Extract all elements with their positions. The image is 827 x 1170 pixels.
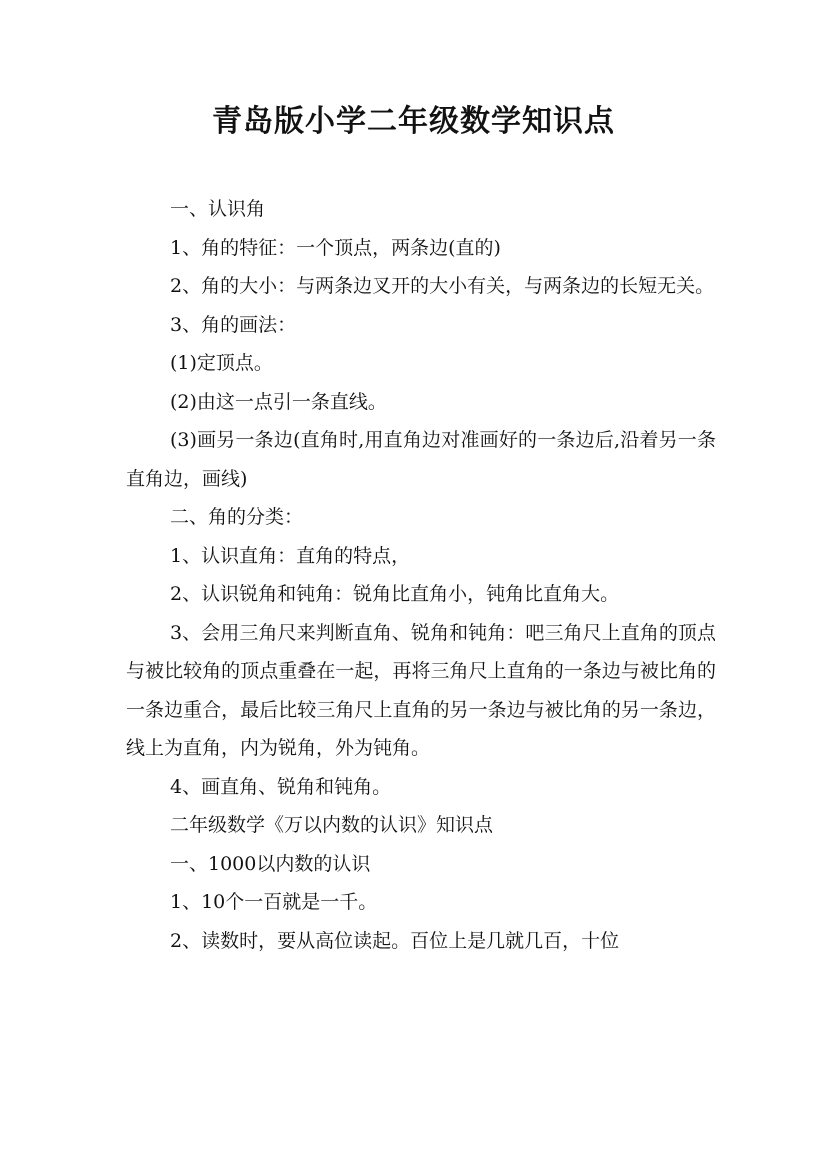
paragraph: 3、会用三角尺来判断直角、锐角和钝角：吧三角尺上直角的顶点与被比较角的顶点重叠在一起，再将三角尺上直角的一条边与被比角的一条边重合，最后比较三角尺上直角的另一条边与被比角的另一条边，线上为直角，内为锐角，外为钝角。 <box>126 621 716 759</box>
section-heading: 一、认识角 <box>170 198 266 220</box>
paragraph: 2、认识锐角和钝角：锐角比直角小，钝角比直角大。 <box>170 583 620 605</box>
paragraph: (2)由这一点引一条直线。 <box>170 390 387 413</box>
paragraph: 1、角的特征：一个顶点，两条边(直的) <box>170 236 501 259</box>
paragraph: (1)定顶点。 <box>170 352 273 374</box>
section-heading: 二年级数学《万以内数的认识》知识点 <box>170 814 494 836</box>
section-heading: 一、1000以内数的认识 <box>170 852 371 875</box>
paragraph: 1、10个一百就是一千。 <box>170 891 378 913</box>
paragraph: 1、认识直角：直角的特点， <box>170 544 411 567</box>
page-title: 青岛版小学二年级数学知识点 <box>212 104 615 139</box>
section-heading: 二、角的分类： <box>170 506 304 528</box>
paragraph: 2、读数时，要从高位读起。百位上是几就几百，十位 <box>170 929 620 952</box>
document-body <box>126 190 716 960</box>
paragraph: (3)画另一条边(直角时,用直角边对准画好的一条边后,沿着另一条直角边，画线) <box>126 429 716 490</box>
paragraph: 3、角的画法： <box>170 313 297 336</box>
paragraph: 2、角的大小：与两条边叉开的大小有关，与两条边的长短无关。 <box>170 275 715 297</box>
paragraph: 4、画直角、锐角和钝角。 <box>170 775 392 798</box>
